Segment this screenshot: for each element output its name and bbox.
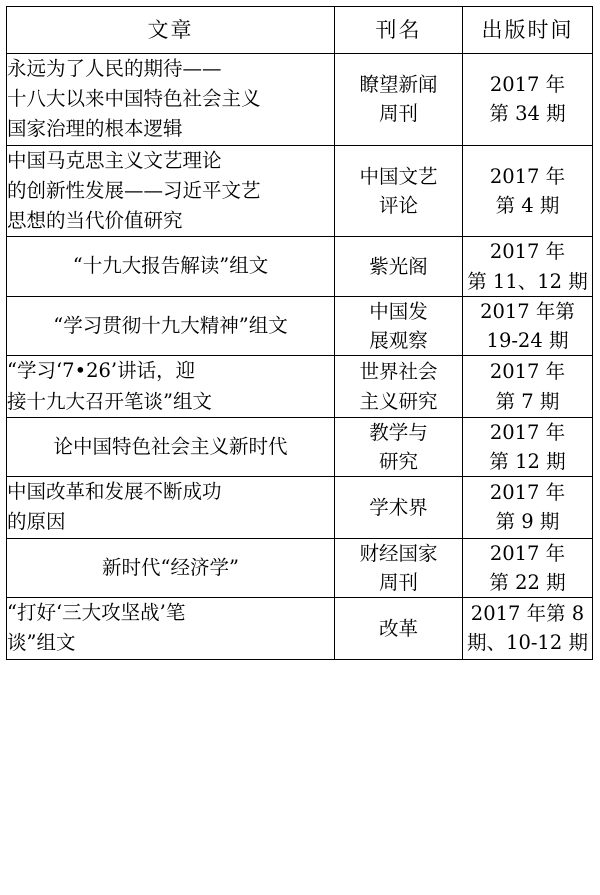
article-line: “学习贯彻十九大精神”组文 [53, 313, 288, 337]
article-line: 中国马克思主义文艺理论 [7, 148, 222, 172]
column-header-date: 出版时间 [463, 7, 593, 54]
date-line: 2017 年 [489, 481, 566, 505]
date-line: 2017 年第 8 [470, 602, 585, 626]
date-line: 2017 年 [489, 360, 566, 384]
table-row [7, 538, 593, 598]
article-line: 新时代“经济学” [102, 555, 239, 579]
article-table [6, 6, 593, 660]
date-line: 2017 年第 [480, 299, 575, 323]
journal-line: 中国文艺 [359, 164, 438, 188]
cell-date [463, 145, 593, 237]
table-row [7, 296, 593, 356]
date-line: 19-24 期 [486, 329, 569, 353]
table-row [7, 356, 593, 417]
journal-line: 财经国家 [359, 541, 438, 565]
cell-journal [335, 54, 463, 146]
cell-article [7, 598, 335, 659]
date-line: 第 9 期 [495, 510, 560, 534]
table-body [7, 54, 593, 660]
date-line: 第 22 期 [489, 570, 566, 594]
journal-line: 研究 [378, 450, 418, 473]
cell-journal [335, 417, 463, 477]
journal-line: 中国发 [369, 299, 428, 323]
article-line: 十八大以来中国特色社会主义 [7, 87, 261, 111]
article-line: 国家治理的根本逻辑 [7, 117, 183, 141]
article-line: “十九大报告解读”组文 [72, 254, 269, 278]
cell-date [463, 237, 593, 297]
table-row [7, 417, 593, 477]
article-line: 的原因 [7, 510, 66, 534]
date-line: 2017 年 [489, 240, 566, 264]
cell-article [7, 356, 335, 417]
journal-line: 评论 [378, 193, 418, 217]
table-row [7, 237, 593, 297]
cell-article [7, 54, 335, 146]
date-line: 第 4 期 [495, 193, 560, 217]
document-page [0, 6, 600, 895]
journal-line: 紫光阁 [369, 254, 428, 278]
cell-date [463, 598, 593, 659]
table-row [7, 145, 593, 237]
journal-line: 主义研究 [359, 389, 438, 413]
date-line: 期、10-12 期 [467, 631, 588, 655]
cell-journal [335, 356, 463, 417]
cell-article [7, 477, 335, 538]
cell-journal [335, 477, 463, 538]
article-line: 中国改革和发展不断成功 [7, 480, 222, 504]
journal-line: 展观察 [369, 329, 428, 353]
date-line: 第 7 期 [495, 389, 560, 413]
cell-journal [335, 296, 463, 356]
cell-journal [335, 237, 463, 297]
article-line: 论中国特色社会主义新时代 [53, 434, 288, 458]
article-line: “打好‘三大攻坚战’笔 [7, 601, 186, 625]
column-header-article: 文章 [7, 7, 335, 54]
journal-line: 教学与 [369, 420, 428, 444]
journal-line: 周刊 [378, 570, 418, 594]
date-line: 2017 年 [489, 420, 566, 444]
table-row [7, 598, 593, 659]
date-line: 第 11、12 期 [467, 269, 588, 293]
column-header-journal: 刊名 [335, 7, 463, 54]
article-line: 永远为了人民的期待—— [7, 57, 222, 80]
table-row [7, 477, 593, 538]
journal-line: 世界社会 [359, 360, 438, 384]
journal-line: 瞭望新闻 [359, 73, 438, 97]
article-line: 谈”组文 [7, 631, 76, 655]
cell-date [463, 417, 593, 477]
table-row [7, 54, 593, 146]
cell-date [463, 296, 593, 356]
cell-journal [335, 598, 463, 659]
date-line: 第 12 期 [489, 450, 566, 473]
cell-date [463, 356, 593, 417]
cell-date [463, 538, 593, 598]
table-header-row [7, 7, 593, 54]
cell-article [7, 237, 335, 297]
table-header [7, 7, 593, 54]
cell-article [7, 145, 335, 237]
cell-journal [335, 145, 463, 237]
date-line: 2017 年 [489, 73, 566, 97]
cell-article [7, 296, 335, 356]
date-line: 2017 年 [489, 541, 566, 565]
date-line: 第 34 期 [489, 102, 566, 126]
date-line: 2017 年 [489, 164, 566, 188]
article-line: 思想的当代价值研究 [7, 209, 183, 233]
article-line: 接十九大召开笔谈”组文 [7, 389, 212, 413]
cell-journal [335, 538, 463, 598]
journal-line: 学术界 [369, 495, 428, 519]
article-line: 的创新性发展——习近平文艺 [7, 178, 261, 202]
cell-article [7, 417, 335, 477]
cell-article [7, 538, 335, 598]
cell-date [463, 54, 593, 146]
journal-line: 改革 [378, 616, 418, 640]
article-line: “学习‘7•26’讲话，迎 [7, 359, 196, 383]
cell-date [463, 477, 593, 538]
journal-line: 周刊 [378, 102, 418, 126]
